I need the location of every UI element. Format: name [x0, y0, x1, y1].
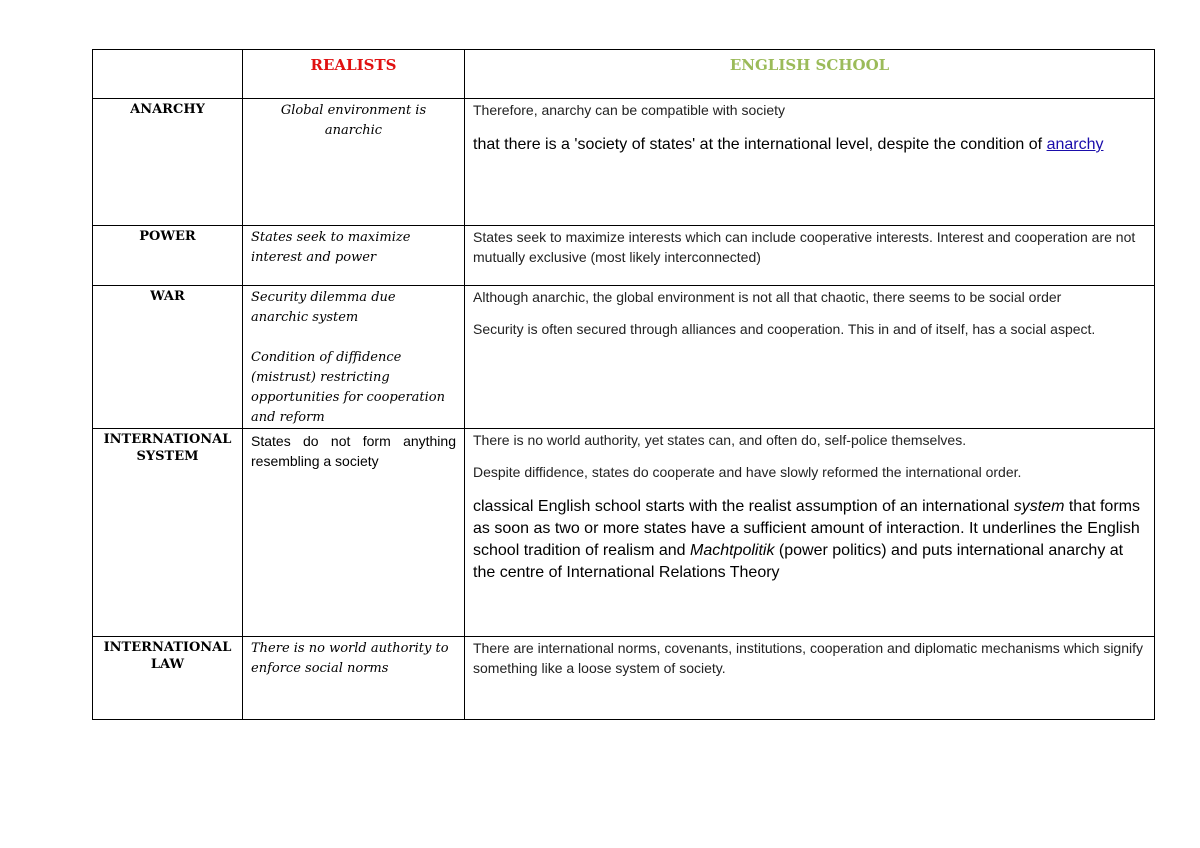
table-row-international-law: [93, 637, 1155, 720]
realist-cell: [243, 429, 465, 637]
table-row-anarchy: [93, 99, 1155, 226]
comparison-table: [92, 49, 1155, 720]
realists-header: REALISTS: [310, 56, 397, 74]
english-text-anarchy-1: Therefore, anarchy can be compatible with society: [473, 102, 786, 118]
table-row-war: [93, 286, 1155, 429]
english-cell: [465, 99, 1155, 226]
realist-cell: [243, 286, 465, 429]
realist-cell: [243, 99, 465, 226]
english-cell: [465, 286, 1155, 429]
row-label-cell: [93, 286, 243, 429]
english-text-war-1: Although anarchic, the global environment is not all that chaotic, there seems to be social order: [473, 289, 1062, 305]
row-label-war: WAR: [150, 289, 185, 304]
row-label-anarchy: ANARCHY: [130, 102, 205, 117]
row-label-international-law: INTERNATIONAL LAW: [103, 640, 232, 672]
realist-text-war-1: Security dilemma due anarchic system: [251, 290, 396, 325]
english-text-war-2: Security is often secured through alliances and cooperation. This in and of itself, has a social aspect.: [473, 321, 1096, 337]
row-label-international-system: INTERNATIONAL SYSTEM: [103, 432, 232, 464]
row-label-cell: [93, 429, 243, 637]
realist-cell: [243, 637, 465, 720]
english-cell: [465, 429, 1155, 637]
row-label-cell: [93, 99, 243, 226]
english-text-system-1: There is no world authority, yet states can, and often do, self-police themselves.: [473, 432, 967, 448]
header-realists-cell: [243, 50, 465, 99]
english-text-power: States seek to maximize interests which can include cooperative interests. Interest and cooperation are not mutually exclusive (most likely interconnected): [473, 229, 1136, 265]
header-english-school-cell: [465, 50, 1155, 99]
row-label-cell: [93, 637, 243, 720]
anarchy-link[interactable]: anarchy: [1046, 136, 1104, 153]
english-school-header: ENGLISH SCHOOL: [729, 56, 890, 74]
table-header-row: [93, 50, 1155, 99]
english-text-system-2: Despite diffidence, states do cooperate and have slowly reformed the international order.: [473, 464, 1022, 480]
realist-text-law: There is no world authority to enforce social norms: [251, 641, 449, 676]
english-text-anarchy-2: that there is a 'society of states' at the international level, despite the condition of anarchy: [473, 136, 1104, 153]
realist-text-war-2: Condition of diffidence (mistrust) restricting opportunities for cooperation and reform: [251, 350, 445, 425]
row-label-power: POWER: [139, 229, 196, 244]
realist-text-system: States do not form anything resembling a society: [251, 433, 456, 469]
english-text-law: There are international norms, covenants, institutions, cooperation and diplomatic mechanisms which signify something like a loose system of society.: [473, 640, 1144, 676]
header-empty-cell: [93, 50, 243, 99]
realist-text-anarchy: Global environment is anarchic: [280, 103, 427, 138]
table-row-power: [93, 226, 1155, 286]
english-cell: [465, 637, 1155, 720]
table-row-international-system: [93, 429, 1155, 637]
row-label-cell: [93, 226, 243, 286]
english-cell: [465, 226, 1155, 286]
realist-cell: [243, 226, 465, 286]
english-text-system-3: classical English school starts with the realist assumption of an international system that forms as soon as two or more states have a sufficient amount of interaction. It underlines the English school tradition of realism and Machtpolitik (power politics) and puts international anarchy at the centre of International Relations Theory: [473, 498, 1140, 581]
realist-text-power: States seek to maximize interest and power: [251, 230, 411, 265]
